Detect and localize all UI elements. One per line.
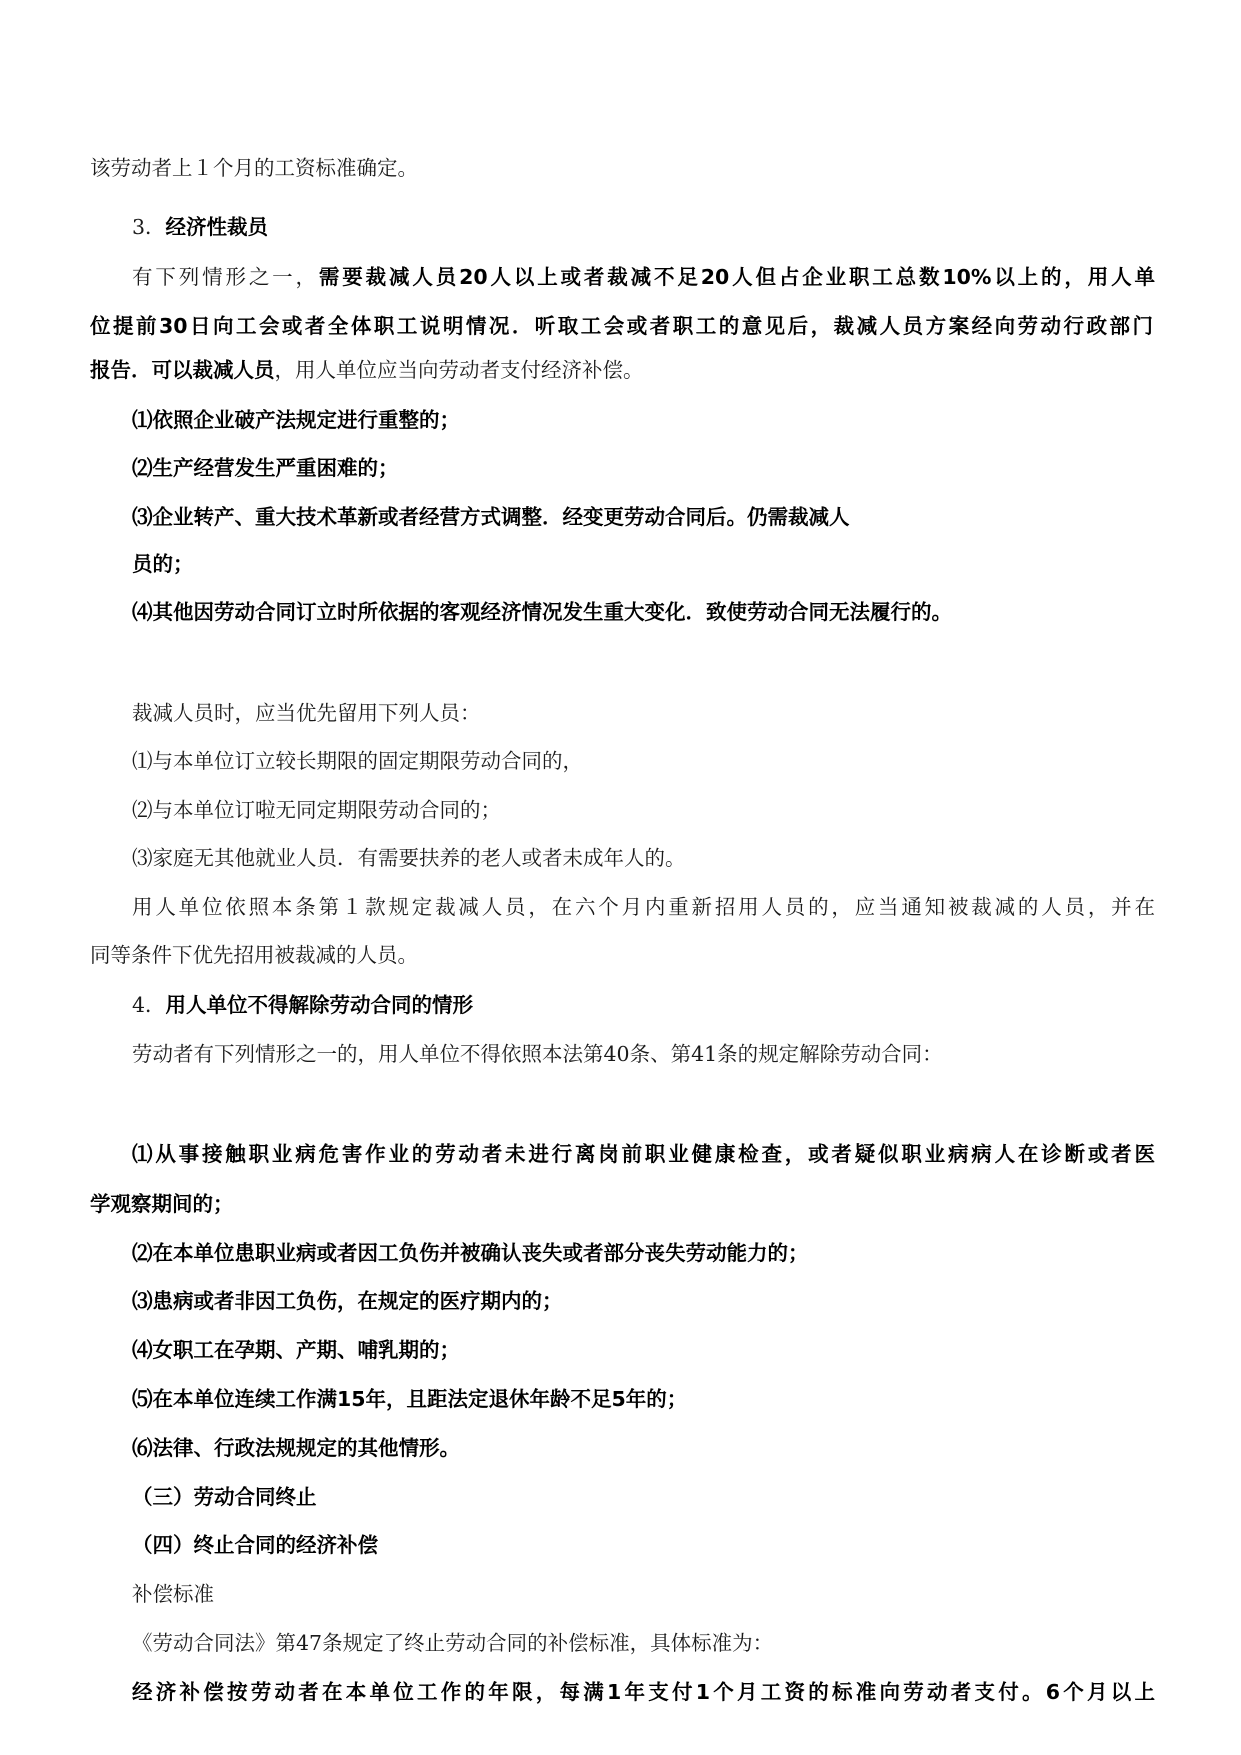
text-normal: ，用人单位应当向劳动者支付经济补偿。 [274, 358, 644, 382]
paragraph-line: 《劳动合同法》第47条规定了终止劳动合同的补偿标准，具体标准为： [132, 1631, 774, 1655]
text-normal: 有下列情形之一， [132, 265, 319, 289]
list-item: ⑶患病或者非因工负伤，在规定的医疗期内的； [132, 1289, 563, 1313]
list-item: ⑷其他因劳动合同订立时所依据的客观经济情况发生重大变化．致使劳动合同无法履行的。 [132, 600, 952, 624]
paragraph-line: 学观察期间的； [90, 1192, 234, 1216]
list-item: ⑸在本单位连续工作满15年，且距法定退休年龄不足5年的； [132, 1387, 688, 1411]
section-heading-3 [132, 212, 268, 242]
list-item: ⑶家庭无其他就业人员．有需要扶养的老人或者未成年人的。 [132, 846, 686, 870]
text-bold: 报告．可以裁减人员 [90, 358, 275, 382]
list-item: ⑷女职工在孕期、产期、哺乳期的； [132, 1338, 460, 1362]
text-bold: 需要裁减人员20人以上或者裁减不足20人但占企业职工总数10%以上的，用人单 [318, 265, 1156, 289]
list-item: ⑵在本单位患职业病或者因工负伤并被确认丧失或者部分丧失劳动能力的； [132, 1241, 809, 1265]
section-title: 经济性裁员 [165, 215, 269, 239]
list-item: ⑹法律、行政法规规定的其他情形。 [132, 1436, 460, 1460]
list-item: ⑵与本单位订啦无同定期限劳动合同的； [132, 798, 501, 822]
list-item: ⑴与本单位订立较长期限的固定期限劳动合同的， [132, 749, 583, 773]
paragraph-line: 位提前30日向工会或者全体职工说明情况．听取工会或者职工的意见后，裁减人员方案经向劳动行政部门 [90, 314, 1153, 338]
list-item: ⑴从事接触职业病危害作业的劳动者未进行离岗前职业健康检查，或者疑似职业病病人在诊断或者医 [132, 1142, 1155, 1166]
paragraph-line: 用人单位依照本条第１款规定裁减人员，在六个月内重新招用人员的，应当通知被裁减的人员，并在 [132, 895, 1155, 919]
section-heading: （四）终止合同的经济补偿 [132, 1533, 378, 1557]
paragraph-line: 同等条件下优先招用被裁减的人员。 [90, 943, 418, 967]
paragraph-line: 补偿标准 [132, 1582, 214, 1606]
list-item: ⑶企业转产、重大技术革新或者经营方式调整．经变更劳动合同后。仍需裁减人 [132, 505, 850, 529]
list-item: ⑵生产经营发生严重困难的； [132, 456, 399, 480]
list-item: ⑴依照企业破产法规定进行重整的； [132, 408, 460, 432]
paragraph-line: 裁减人员时，应当优先留用下列人员： [132, 701, 481, 725]
section-number: 4． [132, 993, 166, 1017]
paragraph-line [132, 262, 1155, 292]
paragraph-line: 该劳动者上１个月的工资标准确定。 [90, 156, 418, 180]
section-number: 3． [132, 215, 166, 239]
paragraph-line: 劳动者有下列情形之一的，用人单位不得依照本法第40条、第41条的规定解除劳动合同： [132, 1042, 943, 1066]
paragraph-line [90, 355, 644, 385]
section-heading-4 [132, 990, 473, 1020]
section-heading: （三）劳动合同终止 [132, 1485, 317, 1509]
paragraph-line: 经济补偿按劳动者在本单位工作的年限，每满1年支付1个月工资的标准向劳动者支付。6个月以上 [132, 1680, 1155, 1704]
list-item: 员的； [132, 552, 194, 576]
section-title: 用人单位不得解除劳动合同的情形 [165, 993, 474, 1017]
